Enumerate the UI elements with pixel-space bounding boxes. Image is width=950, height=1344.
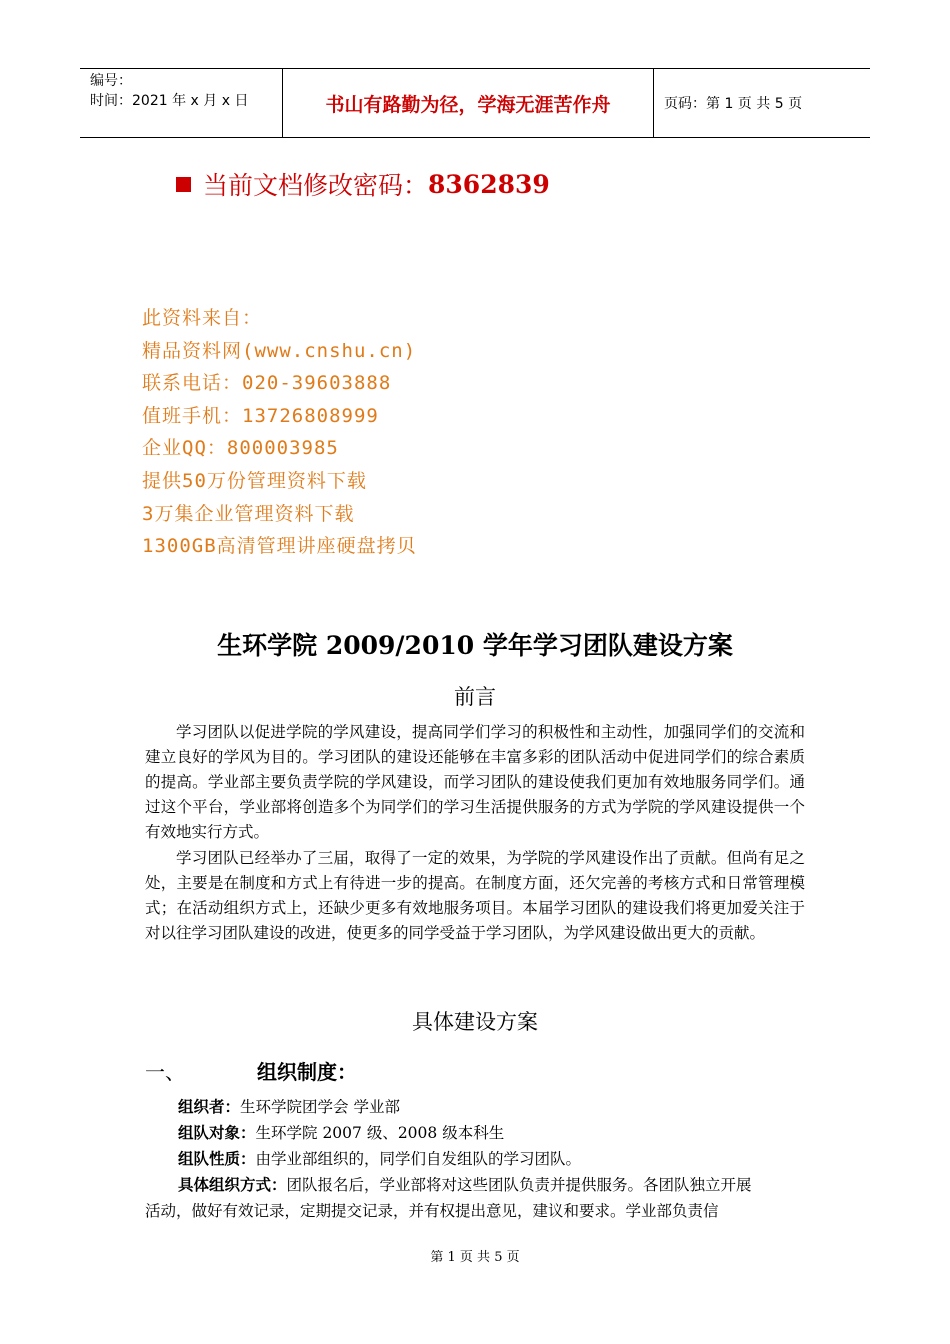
organization-items xyxy=(145,1094,805,1224)
item-label: 组织者： xyxy=(178,1098,241,1116)
page-footer: 第 1 页 共 5 页 xyxy=(430,1250,520,1265)
header-motto: 书山有路勤为径，学海无涯苦作舟 xyxy=(282,69,654,137)
password-code: 8362839 xyxy=(428,169,550,199)
source-line: 精品资料网(www.cnshu.cn) xyxy=(142,339,417,362)
source-info xyxy=(142,302,417,563)
preface-paragraph: 学习团队以促进学院的学风建设，提高同学们学习的积极性和主动性，加强同学们的交流和建立良好的学风为目的。学习团队的建设还能够在丰富多彩的团队活动中促进同学们的综合素质的提高。学业部主要负责学院的学风建设，而学习团队的建设使我们更加有效地服务同学们。通过这个平台，学业部将创造多个为同学们的学习生活提供服务的方式为学院的学风建设提供一个有效地实行方式。 xyxy=(145,723,805,841)
list-item xyxy=(178,1172,805,1198)
document-time: 时间：2021 年 x 月 x 日 xyxy=(90,93,249,109)
preface-paragraph: 学习团队已经举办了三届，取得了一定的效果，为学院的学风建设作出了贡献。但尚有足之处，主要是在制度和方式上有待进一步的提高。在制度方面，还欠完善的考核方式和日常管理模式；在活动组织方式上，还缺少更多有效地服务项目。本届学习团队的建设我们将更加爱关注于对以往学习团队建设的改进，使更多的同学受益于学习团队，为学风建设做出更大的贡献。 xyxy=(145,849,805,942)
password-label: 当前文档修改密码： xyxy=(203,171,429,200)
source-line: 联系电话：020-39603888 xyxy=(142,372,392,395)
item-label: 具体组织方式： xyxy=(178,1176,287,1194)
header-meta xyxy=(80,69,282,137)
document-title: 生环学院 2009/2010 学年学习团队建设方案 xyxy=(217,631,733,660)
section-number: 一、 xyxy=(145,1060,185,1084)
list-item xyxy=(178,1094,805,1120)
source-line: 此资料来自： xyxy=(142,307,263,329)
item-text: 团队报名后，学业部将对这些团队负责并提供服务。各团队独立开展 xyxy=(286,1176,752,1194)
document-number-label: 编号： xyxy=(90,73,132,89)
item-text: 生环学院 2007 级、2008 级本科生 xyxy=(255,1124,505,1142)
source-line: 3万集企业管理资料下载 xyxy=(142,502,355,525)
source-line: 企业QQ：800003985 xyxy=(142,437,339,460)
preface-heading: 前言 xyxy=(454,685,496,709)
source-line: 提供50万份管理资料下载 xyxy=(142,469,367,492)
source-line: 值班手机：13726808999 xyxy=(142,404,379,427)
source-line: 1300GB高清管理讲座硬盘拷贝 xyxy=(142,535,417,558)
list-item xyxy=(178,1146,805,1172)
page-header xyxy=(80,68,870,138)
section-heading xyxy=(145,1056,357,1085)
red-square-icon xyxy=(176,177,191,192)
list-item xyxy=(178,1120,805,1146)
header-page-info: 页码：第 1 页 共 5 页 xyxy=(664,96,803,112)
plan-heading: 具体建设方案 xyxy=(412,1010,538,1034)
item-continuation: 活动，做好有效记录，定期提交记录，并有权提出意见，建议和要求。学业部负责信 xyxy=(145,1202,719,1220)
item-label: 组队对象： xyxy=(178,1124,256,1142)
password-notice xyxy=(176,166,550,202)
item-text: 由学业部组织的，同学们自发组队的学习团队。 xyxy=(255,1150,582,1168)
item-text: 生环学院团学会 学业部 xyxy=(240,1098,400,1116)
section-name: 组织制度： xyxy=(257,1060,357,1084)
item-label: 组队性质： xyxy=(178,1150,256,1168)
